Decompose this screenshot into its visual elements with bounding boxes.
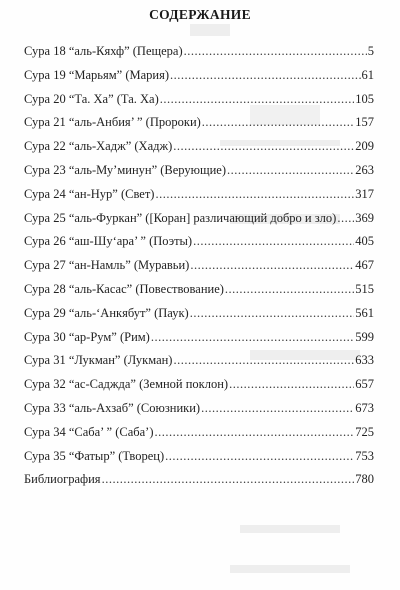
toc-entry[interactable]: [24, 44, 374, 68]
dot-leader: [190, 258, 354, 272]
toc-entry[interactable]: [24, 139, 374, 163]
toc-entry-page-number: 61: [361, 67, 374, 82]
dot-leader: [155, 187, 354, 201]
toc-entry[interactable]: [24, 401, 374, 425]
toc-entry[interactable]: [24, 187, 374, 211]
toc-entry-label: Сура 33 “аль-Ахзаб” (Союзники): [24, 400, 201, 415]
toc-entry[interactable]: [24, 449, 374, 473]
dot-leader: [190, 306, 355, 320]
dot-leader: [227, 163, 354, 177]
toc-entry-page-number: 209: [355, 139, 374, 154]
toc-entry[interactable]: [24, 330, 374, 354]
dot-leader: [229, 377, 354, 391]
toc-entry-label: Сура 24 “ан-Нур” (Свет): [24, 186, 155, 201]
bleed-through-mark: [240, 525, 340, 533]
toc-entry-page-number: 157: [355, 115, 374, 130]
dot-leader: [102, 472, 355, 486]
toc-entry-page-number: 599: [355, 329, 374, 344]
toc-entry-page-number: 657: [355, 377, 374, 392]
toc-entry-page-number: 561: [355, 305, 374, 320]
dot-leader: [184, 44, 367, 58]
toc-entry-label: Сура 35 “Фатыр” (Творец): [24, 448, 165, 463]
toc-entry-page-number: 263: [355, 162, 374, 177]
toc-entry[interactable]: [24, 306, 374, 330]
dot-leader: [225, 282, 354, 296]
bleed-through-mark: [190, 24, 230, 36]
toc-entry[interactable]: [24, 115, 374, 139]
toc-entry-label: Сура 18 “аль-Кяхф” (Пещера): [24, 44, 183, 58]
toc-entry[interactable]: [24, 68, 374, 92]
dot-leader: [160, 92, 354, 106]
toc-entry[interactable]: [24, 163, 374, 187]
toc-entry-label: Библиография: [24, 472, 101, 487]
toc-entry-label: Сура 26 “аш-Шу‘ара’ ” (Поэты): [24, 234, 193, 249]
toc-entry-label: Сура 23 “аль-Му’минун” (Верующие): [24, 162, 226, 177]
toc-entry[interactable]: [24, 234, 374, 258]
toc-entry-label: Сура 28 “аль-Касас” (Повествование): [24, 281, 224, 296]
toc-entry[interactable]: [24, 92, 374, 116]
toc-entry[interactable]: [24, 472, 374, 496]
dot-leader: [151, 330, 354, 344]
toc-entry-label: Сура 29 “аль-‘Анкябут” (Паук): [24, 305, 189, 320]
toc-entry-page-number: 725: [355, 424, 374, 439]
toc-entry-page-number: 467: [355, 258, 374, 273]
toc-entry[interactable]: [24, 425, 374, 449]
toc-entry-page-number: 405: [355, 234, 374, 249]
dot-leader: [173, 139, 354, 153]
dot-leader: [202, 115, 354, 129]
dot-leader: [337, 211, 354, 225]
toc-entry[interactable]: [24, 282, 374, 306]
toc-entry[interactable]: [24, 211, 374, 235]
toc-entry-page-number: 780: [355, 472, 374, 487]
toc-entry-label: Сура 21 “аль-Анбия’ ” (Пророки): [24, 115, 201, 130]
toc-entry-page-number: 673: [355, 400, 374, 415]
toc-entry-label: Сура 20 “Та. Ха” (Та. Ха): [24, 91, 159, 106]
toc-entry-page-number: 515: [355, 281, 374, 296]
toc-entry-label: Сура 25 “аль-Фуркан” ([Коран] различающий добро и зло): [24, 210, 337, 225]
dot-leader: [165, 449, 354, 463]
dot-leader: [170, 68, 361, 82]
toc-entry-label: Сура 30 “ар-Рум” (Рим): [24, 329, 150, 344]
dot-leader: [201, 401, 354, 415]
toc-entry-label: Сура 32 “ас-Саджда” (Земной поклон): [24, 377, 229, 392]
toc-entry[interactable]: [24, 353, 374, 377]
page-title: СОДЕРЖАНИЕ: [149, 7, 251, 22]
dot-leader: [154, 425, 354, 439]
toc-entry-page-number: 5: [367, 44, 374, 58]
toc-entry-page-number: 317: [355, 186, 374, 201]
toc-entry-label: Сура 27 “ан-Намль” (Муравьи): [24, 258, 190, 273]
dot-leader: [173, 353, 354, 367]
toc-entry-label: Сура 31 “Лукман” (Лукман): [24, 353, 173, 368]
dot-leader: [193, 234, 354, 248]
table-of-contents: [24, 44, 374, 496]
toc-entry[interactable]: [24, 377, 374, 401]
toc-entry-page-number: 753: [355, 448, 374, 463]
toc-entry-page-number: 633: [355, 353, 374, 368]
bleed-through-mark: [230, 565, 350, 573]
toc-entry[interactable]: [24, 258, 374, 282]
toc-entry-label: Сура 19 “Марьям” (Мария): [24, 67, 169, 82]
toc-entry-page-number: 105: [355, 91, 374, 106]
toc-entry-page-number: 369: [355, 210, 374, 225]
toc-entry-label: Сура 22 “аль-Хадж” (Хадж): [24, 139, 173, 154]
toc-entry-label: Сура 34 “Саба’ ” (Саба’): [24, 424, 154, 439]
